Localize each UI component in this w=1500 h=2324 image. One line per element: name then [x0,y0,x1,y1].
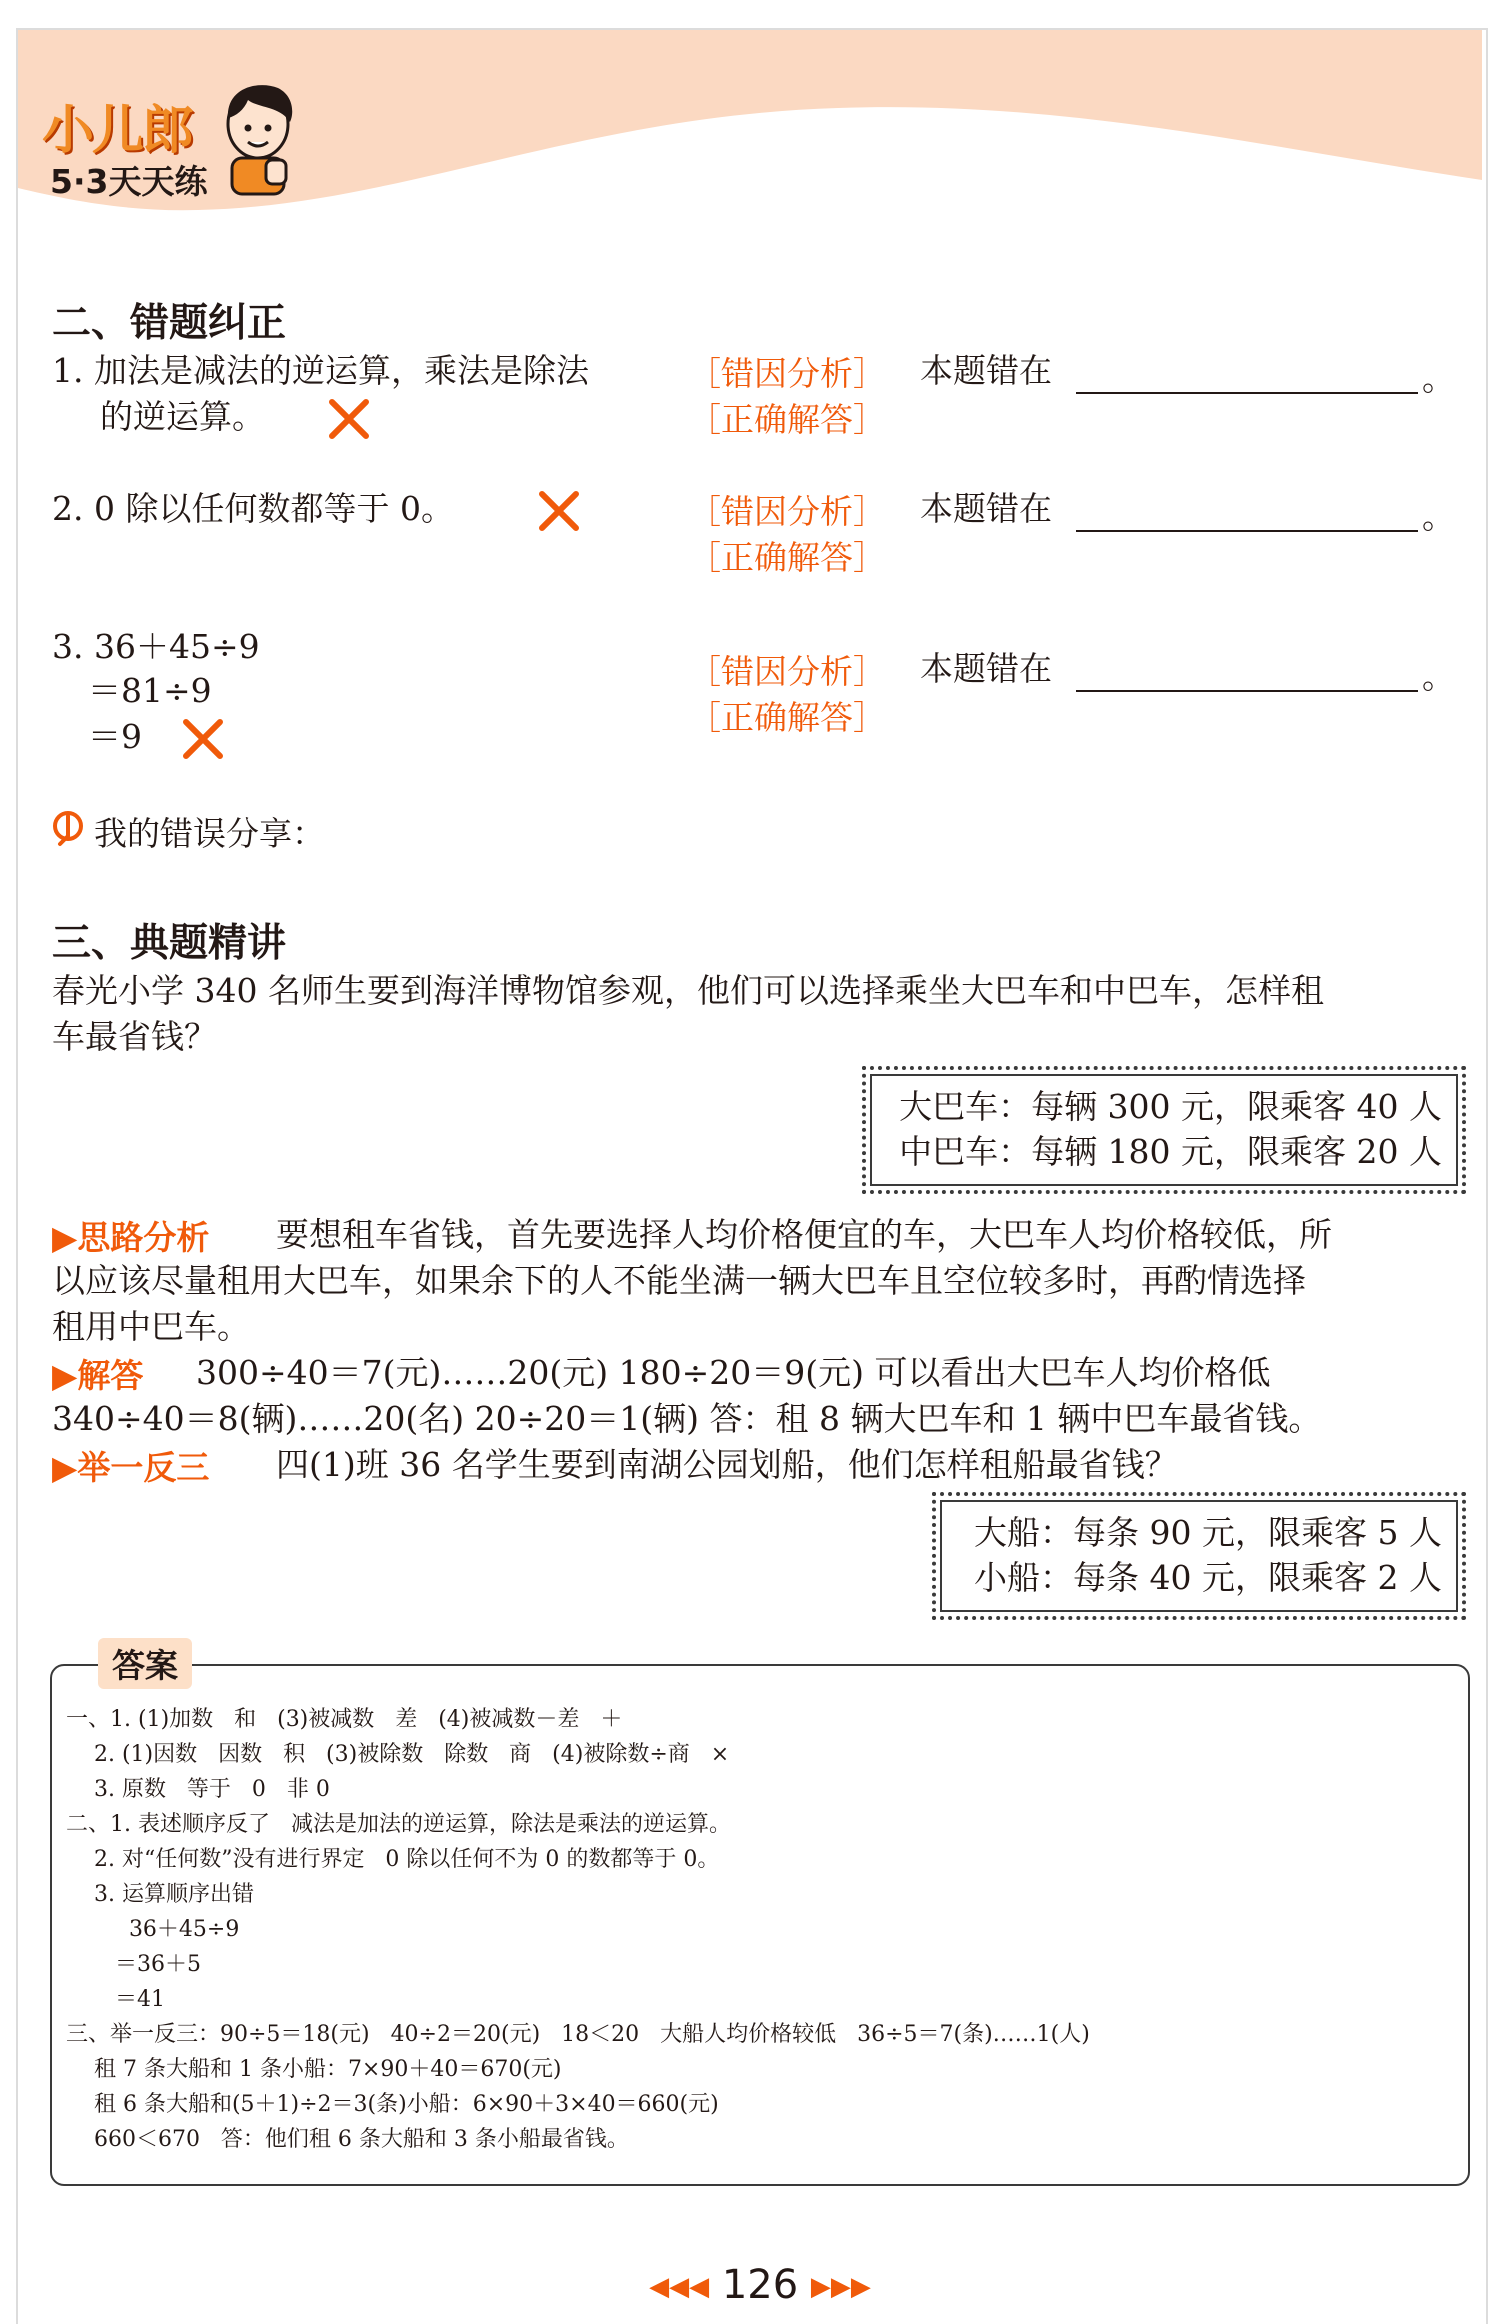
answer-line: 3. 原数 等于 0 非 0 [66,1777,330,1802]
practice-text: 四(1)班 36 名学生要到南湖公园划船，他们怎样租船最省钱？ [276,1445,1178,1484]
error-item-1-line1: 1. 加法是减法的逆运算，乘法是除法 [52,351,589,390]
answer-line: 三、举一反三：90÷5＝18(元) 40÷2＝20(元) 18＜20 大船人均价格较低 36÷5＝7(条)……1(人) [66,2022,1090,2047]
solution-line-1: 300÷40＝7(元)……20(元) 180÷20＝9(元) 可以看出大巴车人均价格低 [196,1353,1271,1392]
brand-logo: 小儿郎 [42,101,193,161]
answer-line: 36＋45÷9 [66,1917,240,1942]
wrong-mark-icon [326,396,372,442]
error-period-1: 。 [1422,359,1455,398]
error-period-2: 。 [1422,497,1455,536]
analysis-line-3: 租用中巴车。 [52,1307,250,1346]
section2-title: 二、错题纠正 [52,301,287,346]
answer-line: 3. 运算顺序出错 [66,1882,254,1907]
brand-subtitle: 5·3天天练 [50,162,208,201]
answer-label: 答案 [98,1638,192,1689]
correct-answer-tag-3: ［正确解答］ [688,698,886,737]
answer-lines [66,1702,1090,2157]
answer-line: ＝41 [66,1987,165,2012]
analysis-line-2: 以应该尽量租用大巴车，如果余下的人不能坐满一辆大巴车且空位较多时，再酌情选择 [52,1261,1306,1300]
next-arrows-icon: ▶▶▶ [810,2272,871,2302]
answer-line: 2. (1)因数 因数 积 (3)被除数 除数 商 (4)被除数÷商 × [66,1742,730,1767]
error-item-2-line1: 2. 0 除以任何数都等于 0。 [52,489,454,528]
error-answer-blank-1[interactable] [1076,392,1418,394]
boat-price-box [932,1492,1466,1620]
practice-label: ▶举一反三 [52,1448,210,1487]
answer-line: 2. 对“任何数”没有进行界定 0 除以任何不为 0 的数都等于 0。 [66,1847,720,1872]
error-item-3-line1: 3. 36＋45÷9 [52,627,260,666]
problem-line-1: 春光小学 340 名师生要到海洋博物馆参观，他们可以选择乘坐大巴车和中巴车，怎样租 [52,971,1324,1010]
page-number [620,2262,900,2308]
error-analysis-tag-2: ［错因分析］ [688,492,886,531]
boat-price-large: 大船：每条 90 元，限乘客 5 人 [974,1513,1442,1552]
error-period-3: 。 [1422,657,1455,696]
my-error-share-label: 我的错误分享： [94,814,325,853]
bus-price-large: 大巴车：每辆 300 元，限乘客 40 人 [899,1087,1442,1126]
bus-price-box [862,1066,1466,1194]
problem-line-2: 车最省钱？ [52,1017,217,1056]
wrong-mark-icon [536,488,582,534]
answer-line: 一、1. (1)加数 和 (3)被减数 差 (4)被减数－差 ＋ [66,1707,623,1732]
answer-line: ＝36＋5 [66,1952,201,1977]
error-answer-blank-3[interactable] [1076,690,1418,692]
answer-line: 租 6 条大船和(5＋1)÷2＝3(条)小船：6×90＋3×40＝660(元) [66,2092,719,2117]
error-analysis-tag-3: ［错因分析］ [688,652,886,691]
error-prompt-3: 本题错在 [920,649,1052,688]
error-item-1-line2: 的逆运算。 [100,397,265,436]
error-analysis-tag-1: ［错因分析］ [688,354,886,393]
error-item-3-line3: ＝9 [88,717,142,756]
pen-icon [50,810,86,850]
boat-price-small: 小船：每条 40 元，限乘客 2 人 [974,1558,1442,1597]
error-prompt-1: 本题错在 [920,351,1052,390]
answer-line: 租 7 条大船和 1 条小船：7×90＋40＝670(元) [66,2057,562,2082]
solution-line-2: 340÷40＝8(辆)……20(名) 20÷20＝1(辆) 答：租 8 辆大巴车和 1 辆中巴车最省钱。 [52,1399,1322,1438]
error-item-3-line2: ＝81÷9 [88,671,212,710]
bus-price-medium: 中巴车：每辆 180 元，限乘客 20 人 [899,1132,1442,1171]
solution-label: ▶解答 [52,1356,144,1395]
error-answer-blank-2[interactable] [1076,530,1418,532]
answer-line: 660＜670 答：他们租 6 条大船和 3 条小船最省钱。 [66,2127,629,2152]
wrong-mark-icon [180,716,226,762]
prev-arrows-icon: ◀◀◀ [649,2272,710,2302]
section3-title: 三、典题精讲 [52,921,287,966]
error-prompt-2: 本题错在 [920,489,1052,528]
analysis-label: ▶思路分析 [52,1218,210,1257]
analysis-line-1: 要想租车省钱，首先要选择人均价格便宜的车，大巴车人均价格较低，所 [276,1215,1332,1254]
answer-line: 二、1. 表述顺序反了 减法是加法的逆运算，除法是乘法的逆运算。 [66,1812,731,1837]
page-number-text: 126 [721,2262,799,2308]
mascot-boy-icon [218,78,300,198]
correct-answer-tag-2: ［正确解答］ [688,538,886,577]
correct-answer-tag-1: ［正确解答］ [688,400,886,439]
